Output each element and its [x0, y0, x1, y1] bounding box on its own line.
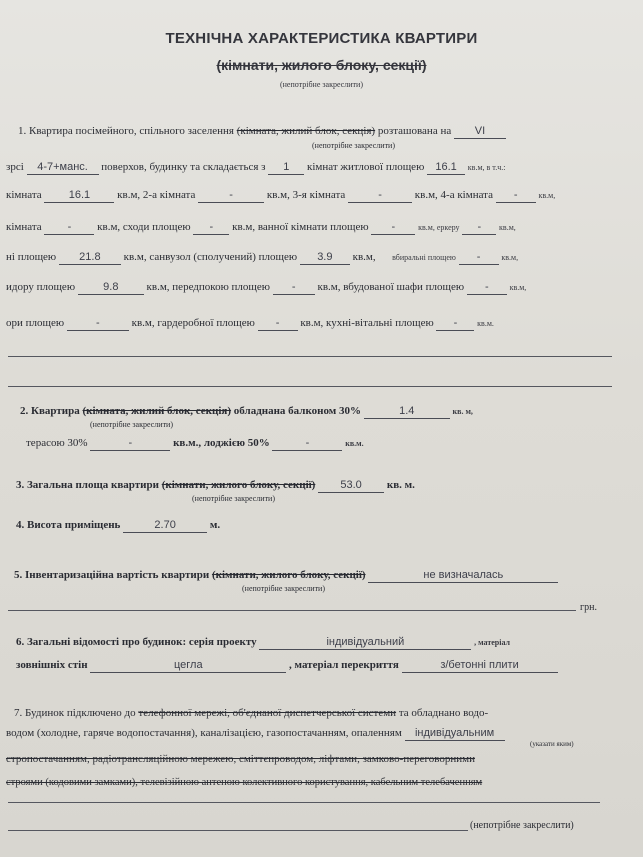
s7-text: та обладнано водо- — [398, 707, 489, 719]
project-series-field[interactable]: індивідуальний — [259, 636, 471, 650]
s1-text: 1. Квартира посімейного, спільного заселення — [18, 125, 234, 137]
s7-struck-text: телефонної мережі, об'єднаної диспетчерської системи — [138, 707, 397, 719]
s7-line-1 — [14, 706, 488, 720]
s6-text: , матеріал — [474, 638, 511, 647]
wall-material-field[interactable]: цегла — [90, 659, 286, 673]
blank-line — [8, 386, 612, 387]
heating-type-field[interactable]: індивідуальним — [405, 727, 505, 741]
s1-text: кв.м, — [509, 283, 527, 292]
s3-struck-text: (кімнати, жилого блоку, секції) — [161, 479, 316, 491]
s1-struck-text: (кімната, жилий блок, секція) — [236, 125, 376, 137]
room3-field[interactable]: - — [348, 189, 412, 203]
rooms-count-field[interactable]: 1 — [268, 161, 304, 175]
s1-text: кв.м, санвузол (сполучений) площею — [123, 251, 298, 263]
s3-note: (непотрібне закреслити) — [192, 494, 276, 503]
s7-note: (непотрібне закреслити) — [470, 820, 574, 831]
s1-text: кв.м, 4-а кімната — [414, 189, 494, 201]
s1-text: розташована на — [377, 125, 452, 137]
s1-text: кв.м, вбудованої шафи площею — [317, 281, 465, 293]
s1-text: поверхов, будинку та складається з — [101, 161, 266, 173]
s2-struck-text: (кімната, жилий блок, секція) — [82, 405, 232, 417]
s1-line-3 — [6, 188, 555, 203]
living-area-field[interactable]: 16.1 — [427, 161, 465, 175]
blank-line — [8, 830, 468, 831]
room1-field[interactable]: 16.1 — [44, 189, 114, 203]
s2-text: 2. Квартира — [20, 405, 80, 417]
s1-text: кв.м, гардеробної площею — [131, 317, 255, 329]
stairs-field[interactable]: - — [193, 221, 229, 235]
s5-struck-text: (кімнати, жилого блоку, секції) — [211, 569, 366, 581]
corridor-area-field[interactable]: 9.8 — [78, 281, 144, 295]
s3-line-1 — [16, 478, 415, 493]
s1-note: (непотрібне закреслити) — [312, 141, 396, 150]
s1-text: кв.м, 3-я кімната — [266, 189, 346, 201]
s7-struck-text: строями (кодовими замками), телевізійною антеною колективного користування, кабельним телебаченням — [6, 777, 483, 788]
s7-text: 7. Будинок підключено до — [14, 707, 136, 719]
s1-text: кв.м, еркеру — [418, 223, 460, 232]
s1-text: ори площею — [6, 317, 65, 329]
s2-line-1 — [20, 404, 473, 419]
room4-field[interactable]: - — [496, 189, 536, 203]
s1-text: идору площею — [6, 281, 76, 293]
s1-text: кімната — [6, 189, 42, 201]
s1-line-1 — [18, 124, 506, 139]
loggia-area-field[interactable]: - — [272, 437, 342, 451]
s1-text: кімнат житлової площею — [307, 161, 425, 173]
s2-text: кв.м. — [345, 439, 364, 448]
blank-line — [8, 802, 600, 803]
s1-line-5 — [6, 250, 518, 265]
s6-line-2 — [16, 658, 558, 673]
s2-text: кв.м., лоджією 50% — [173, 437, 270, 449]
heating-note: (указати яким) — [530, 740, 574, 748]
s6-text: 6. Загальні відомості про будинок: серія проекту — [16, 636, 257, 648]
currency-label: грн. — [580, 602, 597, 613]
s1-text: кв.м, — [501, 253, 519, 262]
s6-text: , матеріал перекриття — [289, 659, 399, 671]
ceiling-height-field[interactable]: 2.70 — [123, 519, 207, 533]
bay-window-field[interactable]: - — [462, 221, 496, 235]
s6-line-1 — [16, 635, 510, 650]
s2-note: (непотрібне закреслити) — [90, 420, 174, 429]
inventory-value-field[interactable]: не визначалась — [368, 569, 558, 583]
s5-text: 5. Інвентаризаційна вартість квартири — [14, 569, 210, 581]
s4-line-1 — [16, 518, 220, 533]
blank-line — [8, 356, 612, 357]
s1-line-6 — [6, 280, 526, 295]
document-title: ТЕХНІЧНА ХАРАКТЕРИСТИКА КВАРТИРИ — [165, 30, 478, 47]
value-blank-line — [8, 610, 576, 611]
s1-text: кв.м. — [477, 319, 494, 328]
s7-line-3 — [6, 752, 475, 766]
s5-line-1 — [14, 568, 558, 583]
s1-text: кв.м, передпокою площею — [146, 281, 270, 293]
building-floors-field[interactable]: 4-7+манс. — [27, 161, 99, 175]
s6-text: зовнішніх стін — [16, 659, 88, 671]
s1-line-2 — [6, 160, 505, 175]
pantry-area-field[interactable]: - — [67, 317, 129, 331]
s7-struck-text: стропостачанням, радіотрансляційною мережею, сміттєпроводом, ліфтами, замково-переговорними — [6, 753, 475, 765]
s1-text: ні площею — [6, 251, 57, 263]
closet-area-field[interactable]: - — [467, 281, 507, 295]
s4-text: 4. Висота приміщень — [16, 519, 121, 531]
hallway-area-field[interactable]: - — [273, 281, 315, 295]
s1-text: кв.м, ванної кімнати площею — [232, 221, 369, 233]
s1-text: кв.м, кухні-вітальні площею — [300, 317, 434, 329]
room2-field[interactable]: - — [198, 189, 264, 203]
s4-text: м. — [209, 519, 221, 531]
s7-line-4 — [6, 776, 482, 790]
s3-text: кв. м. — [386, 479, 415, 491]
s1-text: кв.м, сходи площею — [97, 221, 191, 233]
s1-line-4 — [6, 220, 516, 235]
s7-text: водом (холодне, гаряче водопостачання), каналізацією, газопостачанням, опаленням — [6, 727, 402, 739]
total-area-field[interactable]: 53.0 — [318, 479, 384, 493]
balcony-area-field[interactable]: 1.4 — [364, 405, 450, 419]
s2-text: обладнана балконом 30% — [233, 405, 362, 417]
wardrobe-area-field[interactable]: - — [258, 317, 298, 331]
subtitle-text: (кімнати, жилого блоку, секції) — [216, 57, 427, 73]
subtitle-note: (непотрібне закреслити) — [279, 80, 363, 89]
s2-text: кв. м, — [452, 407, 473, 416]
s1-text: кімната — [6, 221, 42, 233]
s1-line-7 — [6, 316, 494, 331]
s1-text: кв.м, — [352, 251, 376, 263]
s2-text: терасою 30% — [26, 437, 88, 449]
terrace-area-field[interactable]: - — [90, 437, 170, 451]
s1-text: зрсі — [6, 161, 24, 173]
floor-field[interactable]: VI — [454, 125, 506, 139]
room5-field[interactable]: - — [44, 221, 94, 235]
bathroom-field[interactable]: - — [371, 221, 415, 235]
s1-text: кв.м, — [538, 191, 556, 200]
s1-text: кв.м, — [499, 223, 516, 232]
s2-line-2 — [26, 436, 364, 451]
toilet-area-field[interactable]: - — [459, 251, 499, 265]
s1-text: кв.м, в т.ч.: — [467, 163, 506, 172]
s5-note: (непотрібне закреслити) — [242, 584, 326, 593]
wc-area-field[interactable]: 3.9 — [300, 251, 350, 265]
ceiling-material-field[interactable]: з/бетонні плити — [402, 659, 558, 673]
kitchen-area-field[interactable]: 21.8 — [59, 251, 121, 265]
kitchen-living-area-field[interactable]: - — [436, 317, 474, 331]
s7-line-2 — [6, 726, 505, 741]
document-subtitle — [0, 57, 643, 73]
s1-text: кв.м, 2-а кімната — [117, 189, 196, 201]
s1-text: вбиральні площею — [392, 253, 456, 262]
s3-text: 3. Загальна площа квартири — [16, 479, 159, 491]
